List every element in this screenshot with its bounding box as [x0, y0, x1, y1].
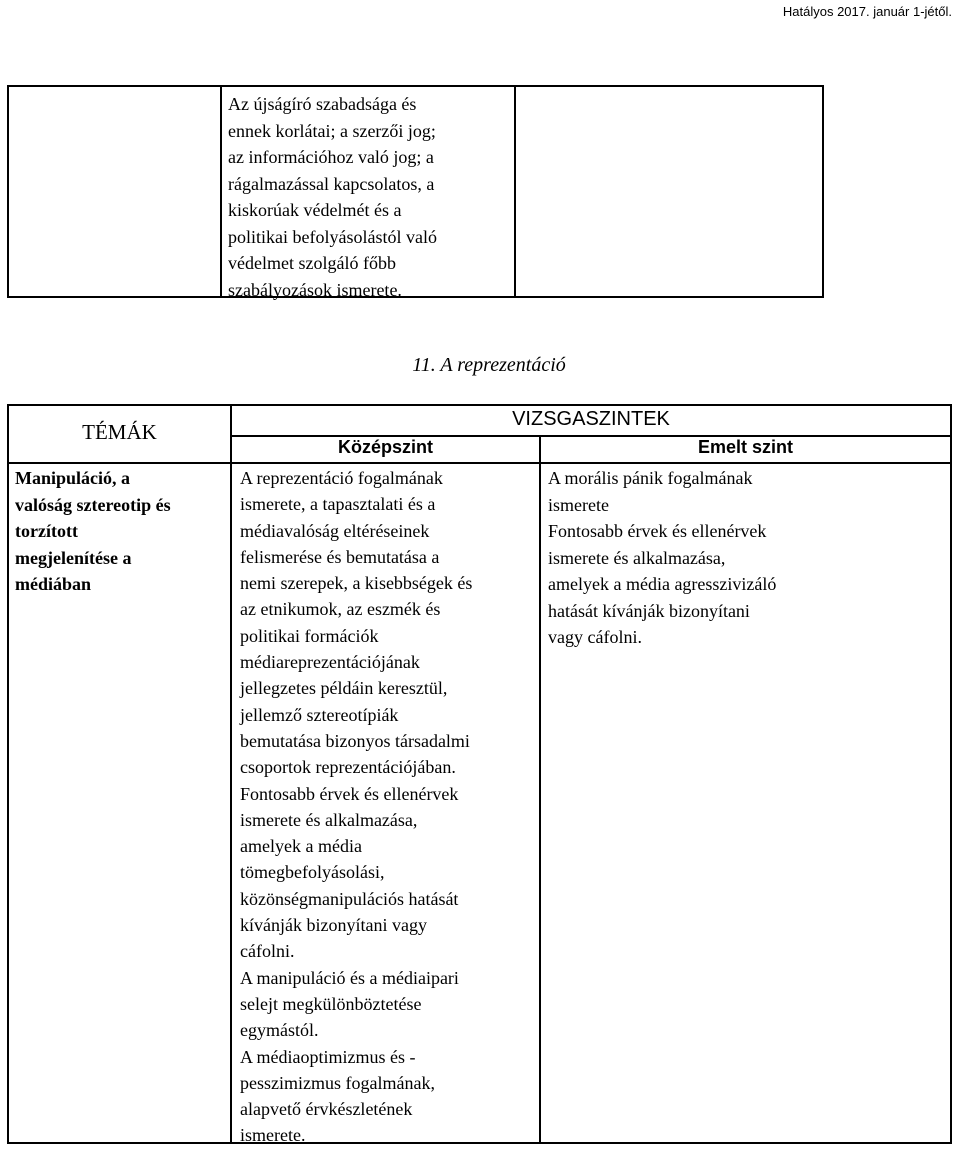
text-line: kívánják bizonyítani vagy — [240, 915, 427, 936]
text-line: felismerése és bemutatása a — [240, 546, 440, 567]
mid-level-cell — [240, 465, 537, 1149]
text-line: Fontosabb érvek és ellenérvek — [240, 783, 459, 804]
text-line: jellegzetes példáin keresztül, — [240, 678, 448, 699]
text-line: védelmet szolgáló főbb — [228, 253, 396, 273]
text-line: médiareprezentációjának — [240, 652, 420, 673]
text-line: alapvető érvkészletének — [240, 1099, 413, 1120]
text-line: ennek korlátai; a szerzői jog; — [228, 120, 436, 141]
text-line: tömegbefolyásolási, — [240, 862, 385, 883]
text-line: ismerete és alkalmazása, — [240, 809, 418, 830]
previous-table-fragment — [7, 85, 824, 298]
text-line: A manipuláció és a médiaipari — [240, 967, 459, 988]
text-line: nemi szerepek, a kisebbségek és — [240, 573, 473, 594]
text-line: Manipuláció, a — [15, 468, 131, 488]
text-line: ismerete — [548, 494, 609, 515]
text-line: A morális pánik fogalmának — [548, 468, 753, 488]
text-line: politikai formációk — [240, 625, 379, 646]
column-divider — [230, 406, 232, 1142]
text-line: az etnikumok, az eszmék és — [240, 599, 441, 620]
text-line: egymástól. — [240, 1020, 319, 1041]
section-title: 11. A reprezentáció — [412, 354, 566, 376]
text-line: ismerete, a tapasztalati és a — [240, 494, 436, 515]
topics-header: TÉMÁK — [82, 420, 157, 444]
exam-levels-header: VIZSGASZINTEK — [512, 408, 670, 430]
text-line: pesszimizmus fogalmának, — [240, 1072, 435, 1093]
text-line: csoportok reprezentációjában. — [240, 757, 456, 778]
column-divider — [514, 87, 516, 296]
topic-cell — [15, 465, 227, 598]
advanced-level-header: Emelt szint — [697, 437, 794, 457]
text-line: szabályozások ismerete. — [228, 279, 402, 300]
text-line: amelyek a média — [240, 836, 362, 857]
text-line: ismerete és alkalmazása, — [548, 547, 726, 568]
effective-date-header: Hatályos 2017. január 1-jétől. — [782, 4, 952, 19]
text-line: selejt megkülönböztetése — [240, 993, 422, 1014]
text-line: cáfolni. — [240, 941, 295, 962]
advanced-level-cell — [548, 465, 948, 651]
text-line: bemutatása bizonyos társadalmi — [240, 730, 470, 751]
text-line: kiskorúak védelmét és a — [228, 200, 402, 220]
text-line: torzított — [15, 521, 78, 541]
exam-levels-table — [7, 404, 952, 1144]
text-line: amelyek a média agresszivizáló — [548, 574, 777, 594]
text-line: rágalmazással kapcsolatos, a — [228, 173, 435, 194]
text-line: A reprezentáció fogalmának — [240, 468, 443, 488]
text-line: A médiaoptimizmus és - — [240, 1046, 416, 1067]
text-line: közönségmanipulációs hatását — [240, 888, 459, 909]
column-divider — [539, 436, 541, 1142]
previous-table-text — [228, 91, 512, 303]
text-line: Az újságíró szabadsága és — [228, 94, 417, 114]
mid-level-header: Középszint — [337, 437, 433, 457]
text-line: az információhoz való jog; a — [228, 147, 434, 167]
text-line: vagy cáfolni. — [548, 627, 642, 647]
text-line: jellemző sztereotípiák — [240, 704, 399, 725]
text-line: médiában — [15, 574, 92, 594]
text-line: valóság sztereotip és — [15, 494, 171, 515]
text-line: hatását kívánják bizonyítani — [548, 600, 750, 621]
text-line: ismerete. — [240, 1125, 306, 1146]
text-line: Fontosabb érvek és ellenérvek — [548, 521, 767, 541]
text-line: megjelenítése a — [15, 547, 132, 568]
text-line: médiavalóság eltéréseinek — [240, 520, 430, 541]
text-line: politikai befolyásolástól való — [228, 226, 437, 247]
row-divider — [9, 462, 950, 464]
column-divider — [220, 87, 222, 296]
